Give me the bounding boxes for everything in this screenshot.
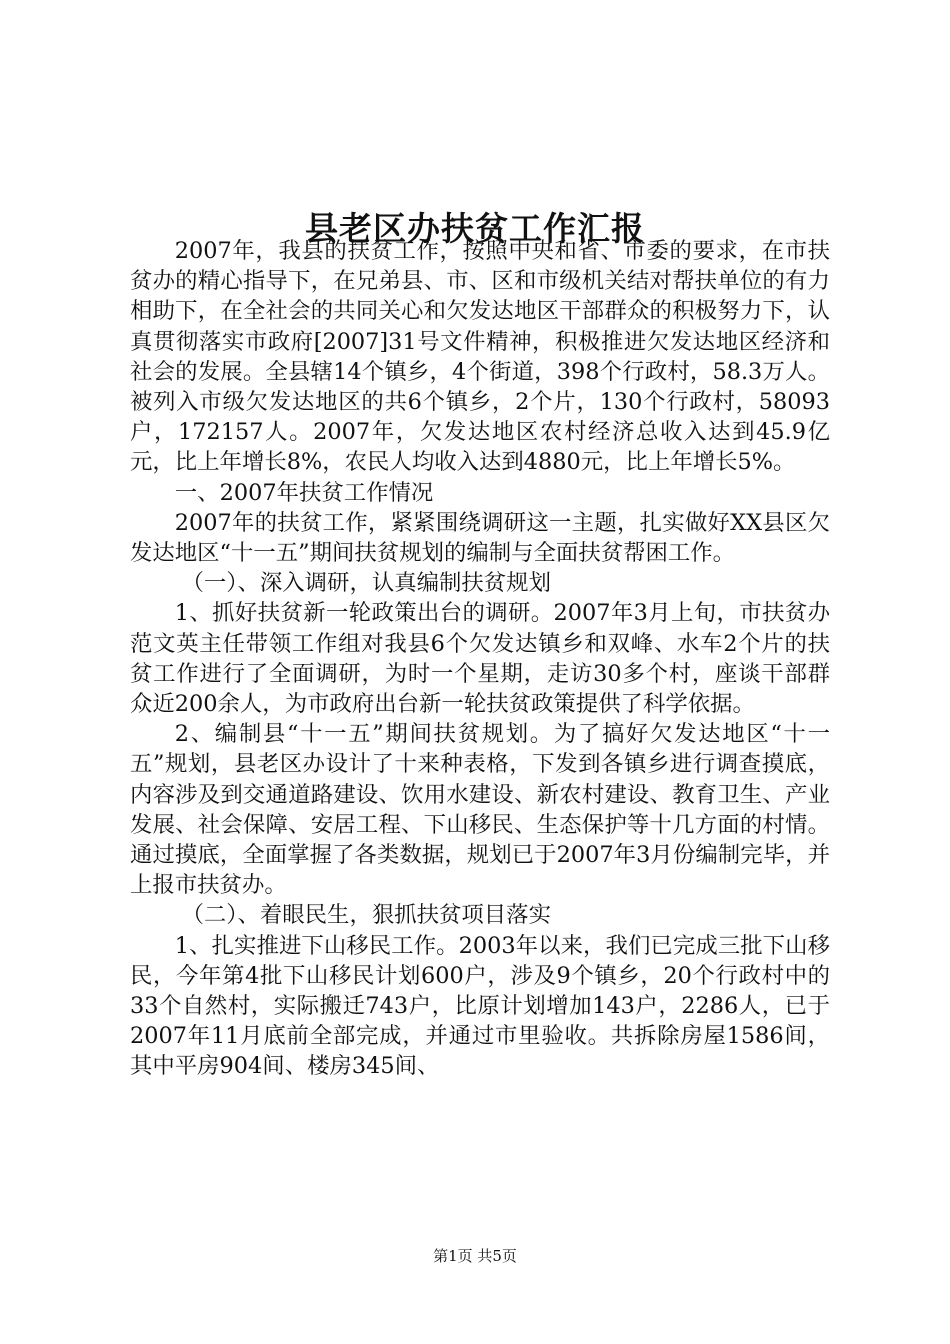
section-paragraph: 2007年的扶贫工作，紧紧围绕调研这一主题，扎实做好XX县区欠发达地区“十一五”期间扶贫规划的编制与全面扶贫帮困工作。 [130,509,830,567]
item-paragraph: 1、扎实推进下山移民工作。2003年以来，我们已完成三批下山移民，今年第4批下山移民计划600户，涉及9个镇乡，20个行政村中的33个自然村，实际搬迁743户，比原计划增加143户，2286人，已于2007年11月底前全部完成，并通过市里验收。共拆除房屋1586间，其中平房904间、楼房345间、 [130,932,830,1080]
document-title: 县老区办扶贫工作汇报 [305,209,645,249]
intro-paragraph: 2007年，我县的扶贫工作，按照中央和省、市委的要求，在市扶贫办的精心指导下，在兄弟县、市、区和市级机关结对帮扶单位的有力相助下，在全社会的共同关心和欠发达地区干部群众的积极努力下，认真贯彻落实市政府[2007]31号文件精神，积极推进欠发达地区经济和社会的发展。全县辖14个镇乡，4个街道，398个行政村，58.3万人。被列入市级欠发达地区的共6个镇乡，2个片，130个行政村，58093户，172157人。2007年，欠发达地区农村经济总收入达到45.9亿元，比上年增长8%，农民人均收入达到4880元，比上年增长5%。 [130,238,830,476]
section-heading: 一、2007年扶贫工作情况 [174,479,434,506]
subsection-heading: （二）、着眼民生，狠抓扶贫项目落实 [181,902,551,929]
page-footer: 第1页 共5页 [433,1247,517,1265]
document-body [130,236,830,1082]
item-paragraph: 2、编制县“十一五”期间扶贫规划。为了搞好欠发达地区“十一五”规划，县老区办设计了十来种表格，下发到各镇乡进行调查摸底，内容涉及到交通道路建设、饮用水建设、新农村建设、教育卫生、产业发展、社会保障、安居工程、下山移民、生态保护等十几方面的村情。通过摸底，全面掌握了各类数据，规划已于2007年3月份编制完毕，并上报市扶贫办。 [130,721,830,899]
subsection-heading: （一）、深入调研，认真编制扶贫规划 [181,570,551,597]
item-paragraph: 1、抓好扶贫新一轮政策出台的调研。2007年3月上旬，市扶贫办范文英主任带领工作组对我县6个欠发达镇乡和双峰、水车2个片的扶贫工作进行了全面调研，为时一个星期，走访30多个村，座谈干部群众近200余人，为市政府出台新一轮扶贫政策提供了科学依据。 [130,600,830,718]
